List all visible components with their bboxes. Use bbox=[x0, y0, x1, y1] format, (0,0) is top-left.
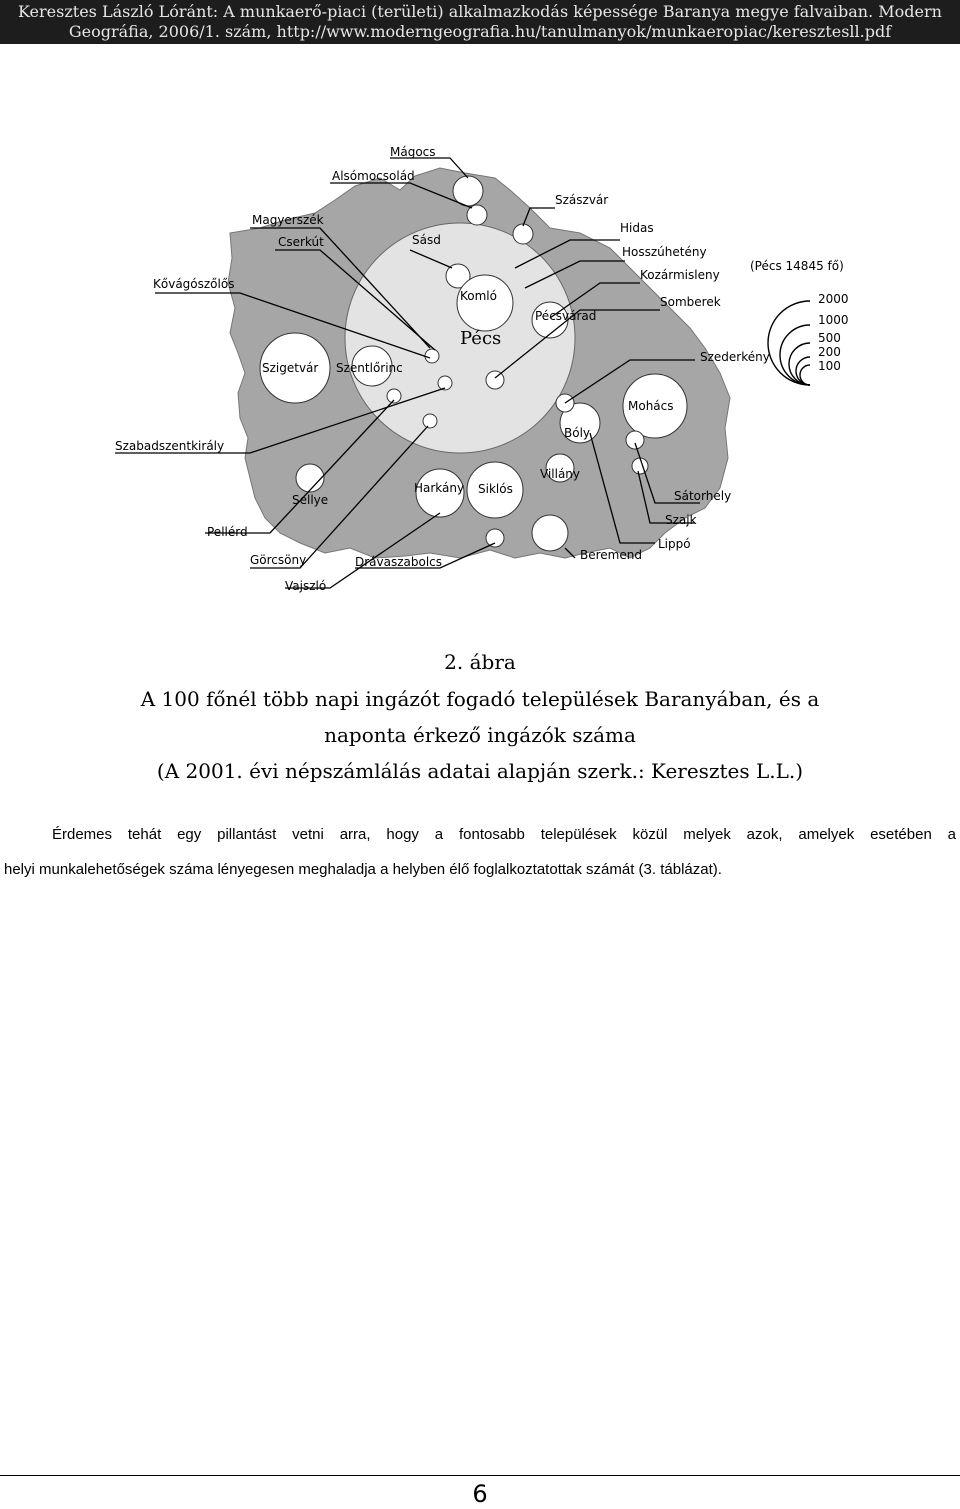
page-number: 6 bbox=[472, 1480, 488, 1508]
legend-value-1000: 1000 bbox=[818, 313, 849, 327]
label-szigetvar: Szigetvár bbox=[262, 361, 319, 375]
label-pecsvarad: Pécsvárad bbox=[535, 309, 597, 323]
komlo-circle bbox=[457, 275, 513, 331]
label-szederkeny: Szederkény bbox=[700, 350, 770, 364]
label-mohacs: Mohács bbox=[628, 399, 674, 413]
sellye-circle bbox=[296, 464, 324, 492]
circle-size-legend bbox=[750, 259, 850, 398]
szabadszentkiraly-point bbox=[438, 376, 452, 390]
label-siklos: Siklós bbox=[478, 482, 513, 496]
label-cserkut: Cserkút bbox=[278, 235, 324, 249]
figure-title-line-2: naponta érkező ingázók száma bbox=[324, 723, 636, 747]
legend-value-500: 500 bbox=[818, 331, 841, 345]
beremend-circle bbox=[532, 515, 568, 551]
legend-value-200: 200 bbox=[818, 345, 841, 359]
label-satorhely: Sátorhely bbox=[674, 489, 732, 503]
label-szajk: Szajk bbox=[665, 513, 697, 527]
label-hosszuheteny: Hosszúhetény bbox=[622, 245, 707, 259]
header-line-2: Geográfia, 2006/1. szám, http://www.moderngeografia.hu/tanulmanyok/munkaeropiac/keresztesll.pdf bbox=[68, 22, 892, 41]
label-lippo: Lippó bbox=[658, 537, 691, 551]
kovagoszolos-point bbox=[425, 349, 439, 363]
figure-number: 2. ábra bbox=[444, 650, 516, 674]
label-boly: Bóly bbox=[564, 426, 591, 440]
label-szaszvar: Szászvár bbox=[555, 193, 609, 207]
label-alsomocsolad: Alsómocsolád bbox=[332, 169, 415, 183]
footer-rule bbox=[0, 1475, 960, 1476]
label-gorcsony: Görcsöny bbox=[250, 553, 307, 567]
alsomocsolad-circle bbox=[467, 205, 487, 225]
baranya-commuting-map bbox=[110, 138, 850, 598]
label-villany: Villány bbox=[540, 467, 581, 481]
label-dravaszabolcs: Drávaszabolcs bbox=[355, 555, 443, 569]
label-vajszlo: Vajszló bbox=[285, 579, 327, 593]
dravaszabolcs-point bbox=[486, 529, 504, 547]
label-szabadszentkiraly: Szabadszentkirály bbox=[115, 439, 225, 453]
legend-value-100: 100 bbox=[818, 359, 841, 373]
label-sasd: Sásd bbox=[412, 233, 441, 247]
body-line-1: Érdemes tehát egy pillantást vetni arra, hogy a fontosabb települések közül melyek azok, amelyek esetében a bbox=[52, 826, 956, 843]
label-somberek: Somberek bbox=[660, 295, 721, 309]
label-kozarmisleny: Kozármisleny bbox=[640, 268, 720, 282]
legend-title: (Pécs 14845 fő) bbox=[750, 259, 844, 273]
label-magocs: Mágocs bbox=[390, 145, 436, 159]
label-pecs: Pécs bbox=[460, 328, 502, 349]
page-header bbox=[0, 0, 960, 44]
label-komlo: Komló bbox=[460, 289, 497, 303]
satorhely-point bbox=[626, 431, 644, 449]
szajk-point bbox=[632, 458, 648, 474]
label-hidas: Hidas bbox=[620, 221, 654, 235]
label-kovagoszolos: Kővágószőlős bbox=[153, 277, 235, 291]
label-pellerd: Pellérd bbox=[207, 525, 248, 539]
figure-source: (A 2001. évi népszámlálás adatai alapján szerk.: Keresztes L.L.) bbox=[156, 759, 804, 783]
label-harkany: Harkány bbox=[414, 481, 465, 495]
figure-title-line-1: A 100 főnél több napi ingázót fogadó települések Baranyában, és a bbox=[140, 687, 820, 711]
gorcsony-point bbox=[423, 414, 437, 428]
body-line-2: helyi munkalehetőségek száma lényegesen meghaladja a helyben élő foglalkoztatottak számát (3. táblázat). bbox=[4, 861, 722, 878]
label-beremend: Beremend bbox=[580, 548, 642, 562]
label-sellye: Sellye bbox=[292, 493, 329, 507]
label-szentlorinc: Szentlőrinc bbox=[336, 361, 403, 375]
szaszvar-circle bbox=[513, 224, 533, 244]
legend-value-2000: 2000 bbox=[818, 292, 849, 306]
header-line-1: Keresztes László Lóránt: A munkaerő-piaci (területi) alkalmazkodás képessége Baranya megye falvaiban. Modern bbox=[18, 2, 942, 21]
label-magyerszek: Magyerszék bbox=[252, 213, 324, 227]
